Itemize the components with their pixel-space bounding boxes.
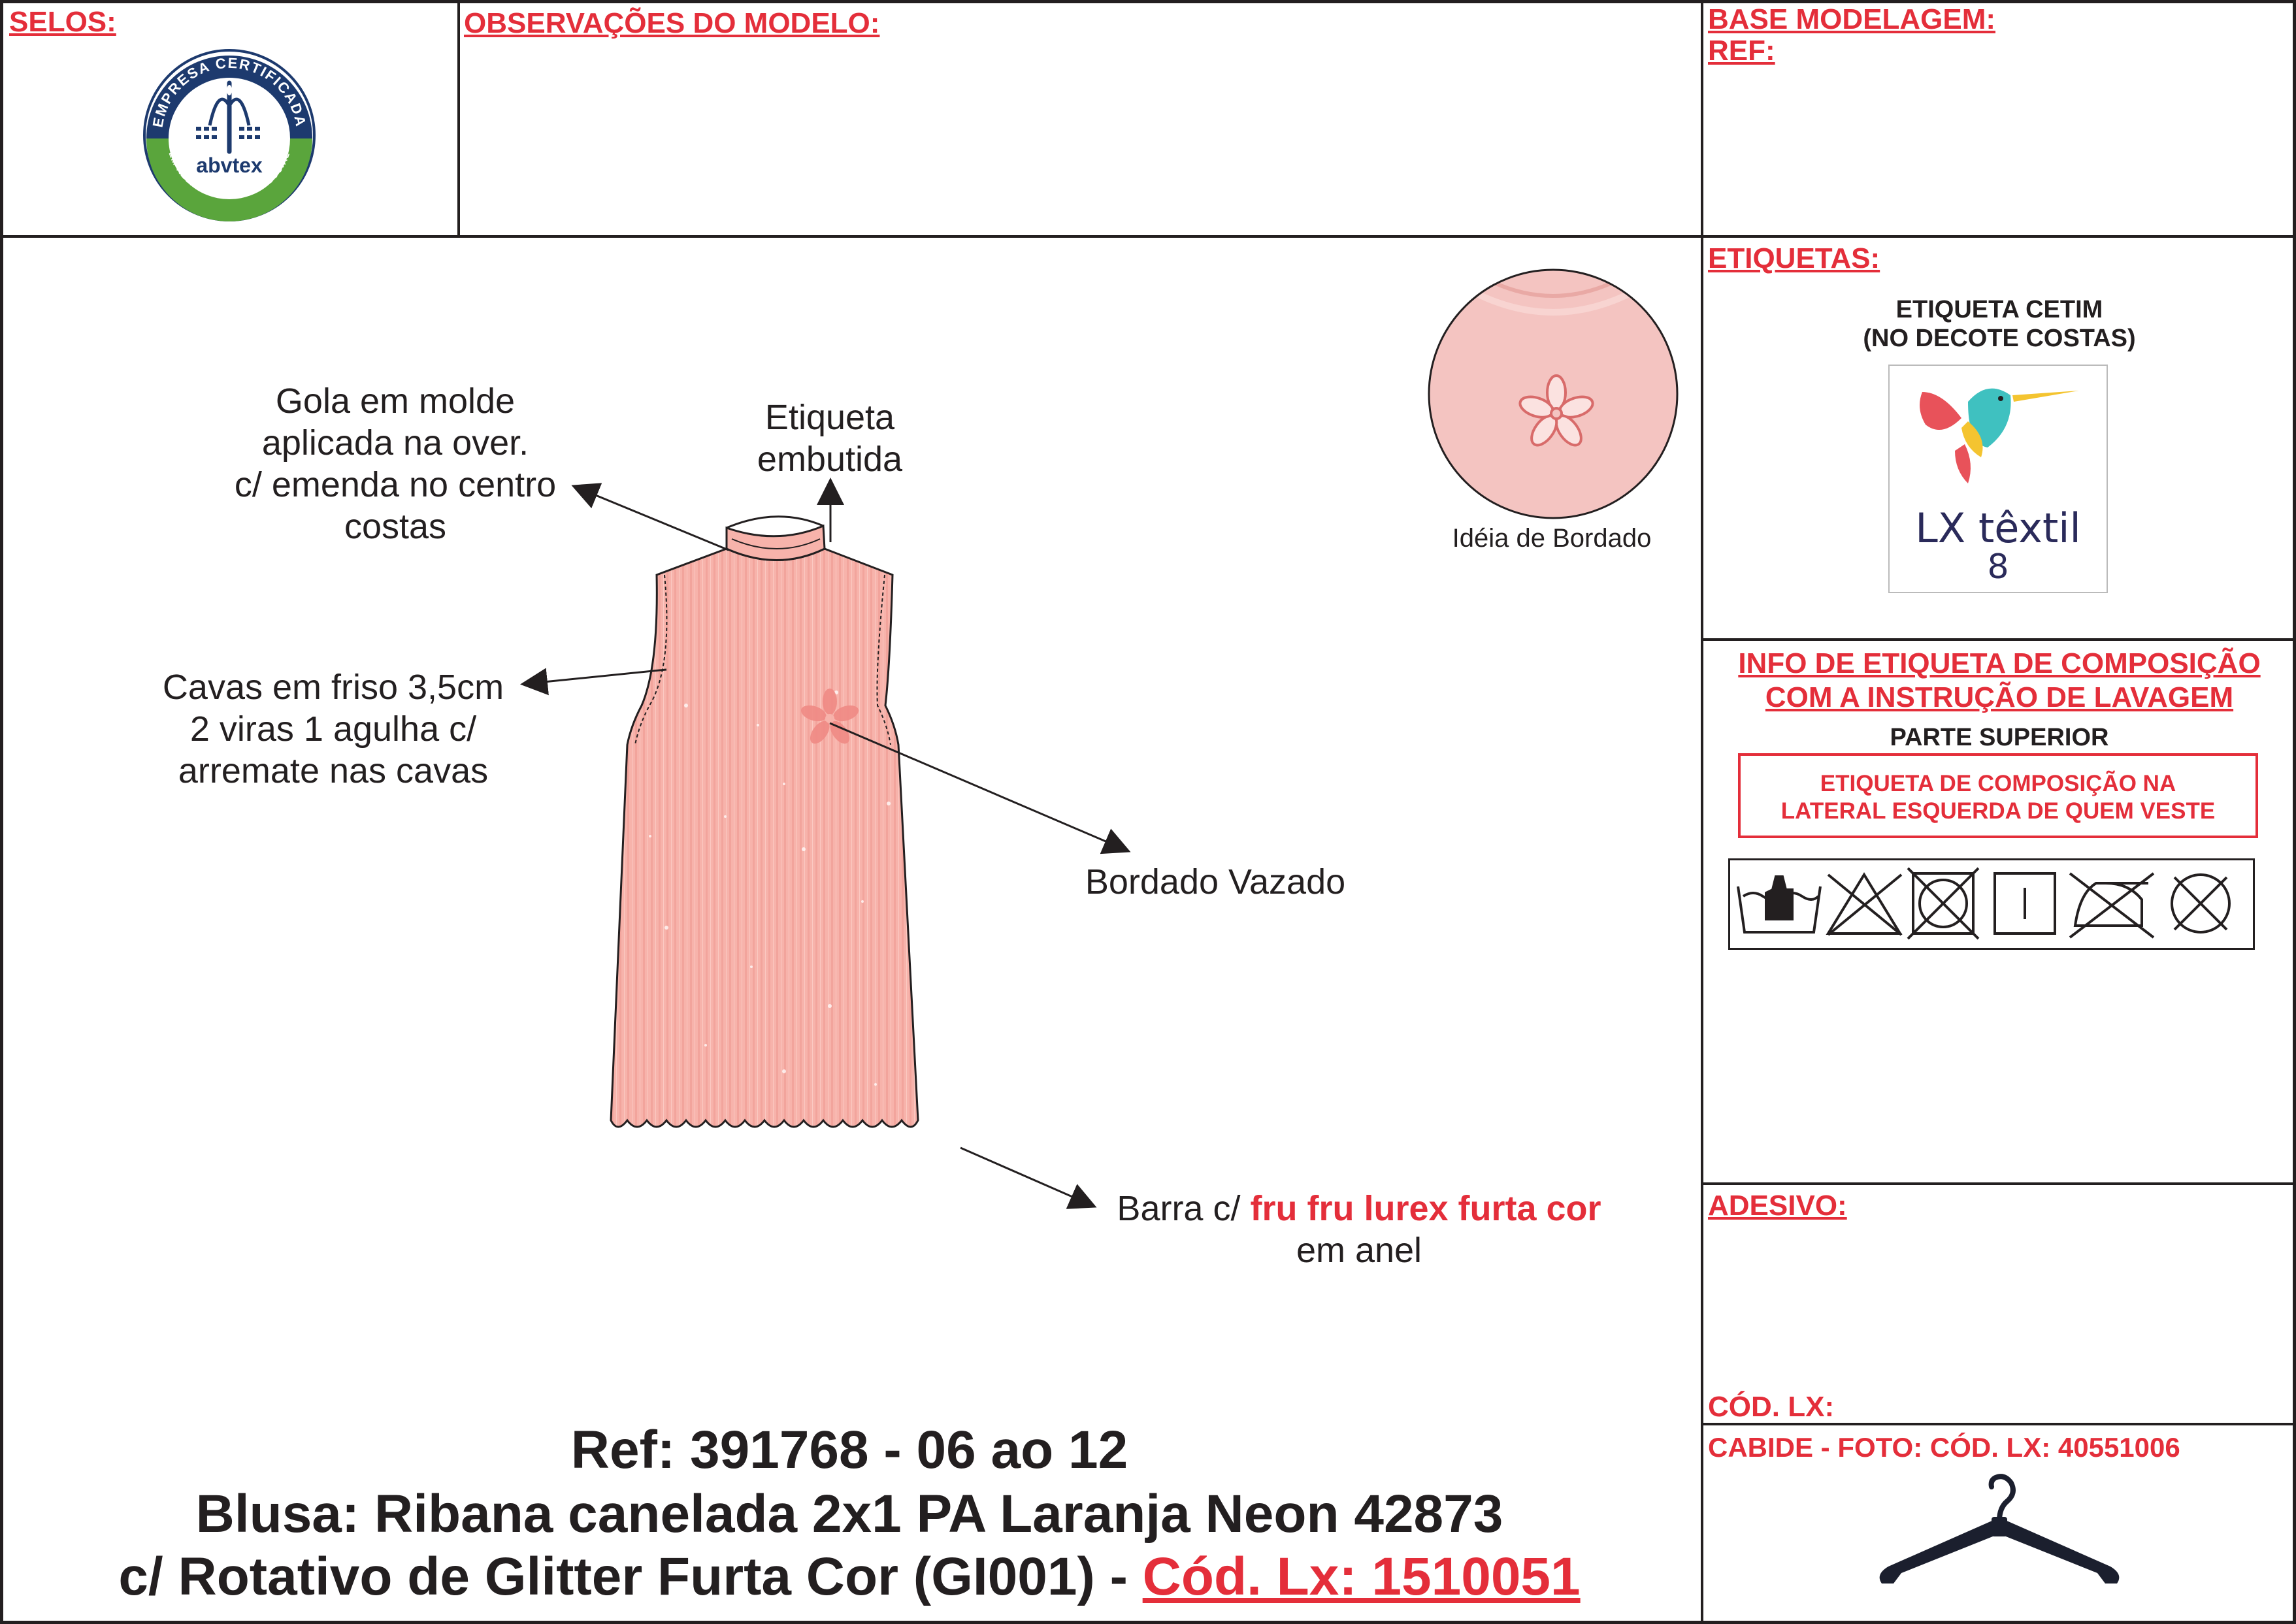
composition-part: PARTE SUPERIOR	[1890, 724, 2109, 751]
hummingbird-icon	[1920, 389, 2079, 483]
note-barra: Barra c/ fru fru lurex furta cor em anel	[1117, 1189, 1601, 1270]
cabide-label: CABIDE - FOTO: CÓD. LX: 40551006	[1708, 1432, 2180, 1463]
garment-drawing	[588, 510, 1045, 1156]
observacoes-label: OBSERVAÇÕES DO MODELO:	[464, 7, 880, 39]
no-bleach-icon	[1828, 875, 1901, 935]
sidebar-h2	[1701, 1182, 2296, 1185]
frame-bottom	[0, 1621, 2296, 1624]
hand-wash-icon	[1738, 877, 1820, 932]
composition-location-box: ETIQUETA DE COMPOSIÇÃO NA LATERAL ESQUERDA DE QUEM VESTE	[1738, 753, 2258, 838]
note-gola: Gola em molde aplicada na over. c/ emenda no centro costas	[234, 382, 557, 546]
note-etiqueta: Etiqueta embutida	[757, 398, 903, 479]
care-symbols	[1728, 858, 2255, 950]
brand-name: LX têxtil	[1915, 504, 2081, 552]
title-ref: Ref: 391768 - 06 ao 12	[570, 1420, 1128, 1480]
no-tumble-dry-icon	[1908, 868, 1978, 939]
frame-right	[2293, 0, 2296, 1624]
header-divider	[0, 235, 2296, 238]
etiquetas-label: ETIQUETAS:	[1708, 242, 1880, 274]
abvtex-seal	[141, 47, 318, 223]
note-bordado: Bordado Vazado	[1085, 862, 1346, 901]
brand-size: 8	[1987, 547, 2009, 587]
etiqueta-cetim: ETIQUETA CETIM (NO DECOTE COSTAS)	[1863, 296, 2136, 352]
sidebar-divider	[1701, 0, 1703, 1624]
svg-text:EMPRESA CERTIFICADA: EMPRESA CERTIFICADA	[149, 54, 310, 129]
selos-label: SELOS:	[9, 6, 116, 38]
sidebar-h1	[1701, 638, 2296, 641]
care-icons-strip	[1730, 860, 2253, 948]
product-code: Cód. Lx: 1510051	[1142, 1547, 1581, 1606]
hanger-icon	[1862, 1469, 2137, 1593]
ref-label: REF:	[1708, 35, 1775, 67]
embroidery-idea-caption: Idéia de Bordado	[1452, 524, 1652, 553]
base-modelagem-label: BASE MODELAGEM:	[1708, 3, 1995, 35]
composition-title: INFO DE ETIQUETA DE COMPOSIÇÃO COM A INSTRUÇÃO DE LAVAGEM	[1738, 647, 2261, 713]
no-iron-icon	[2070, 873, 2154, 937]
brand-label-card	[1888, 365, 2108, 593]
seal-brand: abvtex	[196, 154, 263, 177]
no-dry-clean-icon	[2172, 875, 2229, 932]
title-print: c/ Rotativo de Glitter Furta Cor (GI001) - Cód. Lx: 1510051	[118, 1547, 1581, 1606]
line-dry-icon	[1995, 873, 2055, 934]
frame-left	[0, 0, 3, 1624]
svg-text:EM RESPONSABILIDADE SOCIAL: EM RESPONSABILIDADE SOCIAL	[167, 150, 292, 201]
adesivo-label: ADESIVO:	[1708, 1190, 1847, 1222]
selos-divider	[457, 0, 460, 236]
embroidery-detail-circle	[1426, 267, 1681, 521]
sidebar-h3	[1701, 1423, 2296, 1425]
title-description: Blusa: Ribana canelada 2x1 PA Laranja Neon 42873	[195, 1484, 1503, 1544]
note-cavas: Cavas em friso 3,5cm 2 viras 1 agulha c/ arremate nas cavas	[162, 668, 504, 790]
cod-lx-label: CÓD. LX:	[1708, 1391, 1835, 1423]
